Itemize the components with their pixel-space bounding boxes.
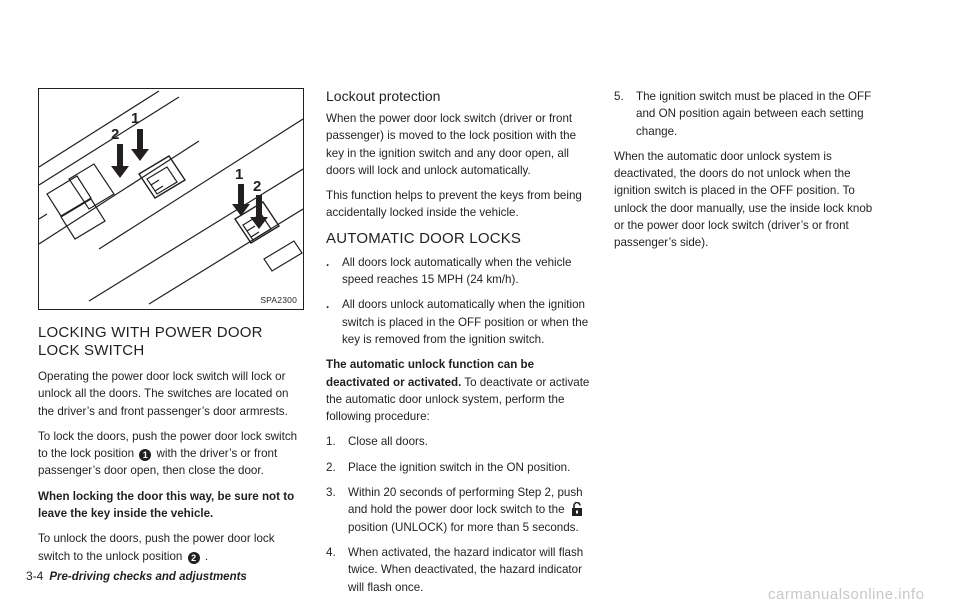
warning-key-inside: When locking the door this way, be sure not to leave the key inside the vehicle. [38, 489, 295, 521]
deactivate-bold: The automatic unlock function can be deactivated or activated. [326, 358, 535, 389]
marker-2-icon: 2 [188, 552, 200, 564]
door-lock-switch-illustration [38, 88, 304, 310]
switch-drawing [39, 89, 303, 309]
watermark: carmanualsonline.info [768, 586, 925, 603]
procedure-steps-continued [614, 88, 882, 140]
page-footer [26, 569, 247, 583]
column-right [614, 88, 882, 260]
callout-2-right: 2 [253, 178, 262, 195]
paragraph-deactivate [326, 356, 592, 425]
paragraph-manual-unlock: When the automatic door unlock system is deactivated, the doors do not unlock when the ignition switch is placed in the OFF position. To unlock the door manually, use the inside lock knob or the power door lock switch (driver’s or front passenger’s side). [614, 149, 873, 250]
callout-1-left: 1 [131, 110, 140, 127]
column-middle [326, 88, 592, 604]
deactivate-rest: To deactivate or activate the automatic door unlock system, perform the following procedure: [326, 375, 590, 424]
list-item: 1. Close all doors. [326, 435, 428, 449]
list-item: 4. When activated, the hazard indicator will flash twice. When deactivated, the hazard indicator will flash once. [326, 545, 584, 594]
callout-2-left: 2 [111, 126, 120, 143]
paragraph-lockout-2: This function helps to prevent the keys from being accidentally locked inside the vehicle. [326, 189, 582, 220]
unlock-text-a: To unlock the doors, push the power door lock switch to the unlock position [38, 532, 275, 563]
column-left [38, 88, 306, 573]
callout-1-right: 1 [235, 166, 244, 183]
figure-code: SPA2300 [260, 295, 297, 305]
section-heading-power-door-lock: LOCKING WITH POWER DOOR LOCK SWITCH [38, 324, 263, 359]
list-item: 3. Within 20 seconds of performing Step 2, push and hold the power door lock switch to the position (UNLOCK) for more than 5 seconds. [326, 486, 583, 534]
lock-text-b: with the driver’s or front passenger’s door open, then close the door. [38, 447, 278, 478]
list-item: . All doors unlock automatically when the ignition switch is placed in the OFF position or when the key is removed from the ignition switch. [326, 298, 589, 346]
marker-1-icon: 1 [139, 449, 151, 461]
list-item: . All doors lock automatically when the vehicle speed reaches 15 MPH (24 km/h). [326, 255, 572, 287]
paragraph-lockout-1: When the power door lock switch (driver or front passenger) is moved to the lock position with the key in the ignition switch and any door open, all doors will lock and unlock automatically. [326, 112, 577, 177]
page-number: 3-4 [26, 569, 44, 583]
paragraph-intro: Operating the power door lock switch will lock or unlock all the doors. The switches are located on the driver’s and front passenger’s door armrests. [38, 370, 289, 418]
paragraph-lock [38, 428, 306, 480]
paragraph-unlock [38, 530, 306, 565]
list-item: 2. Place the ignition switch in the ON position. [326, 460, 571, 474]
section-heading-automatic-door-locks: AUTOMATIC DOOR LOCKS [326, 229, 522, 247]
unlock-text-b: . [204, 549, 209, 563]
section-title: Pre-driving checks and adjustments [49, 571, 247, 583]
bullet-list [326, 254, 592, 348]
subheading-lockout-protection: Lockout protection [326, 88, 441, 104]
procedure-steps [326, 433, 592, 595]
lock-text-a: To lock the doors, push the power door lock switch to the lock position [38, 429, 298, 461]
list-item: 5. The ignition switch must be placed in the OFF and ON position again between each setting change. [614, 90, 872, 138]
unlock-icon [570, 502, 584, 516]
